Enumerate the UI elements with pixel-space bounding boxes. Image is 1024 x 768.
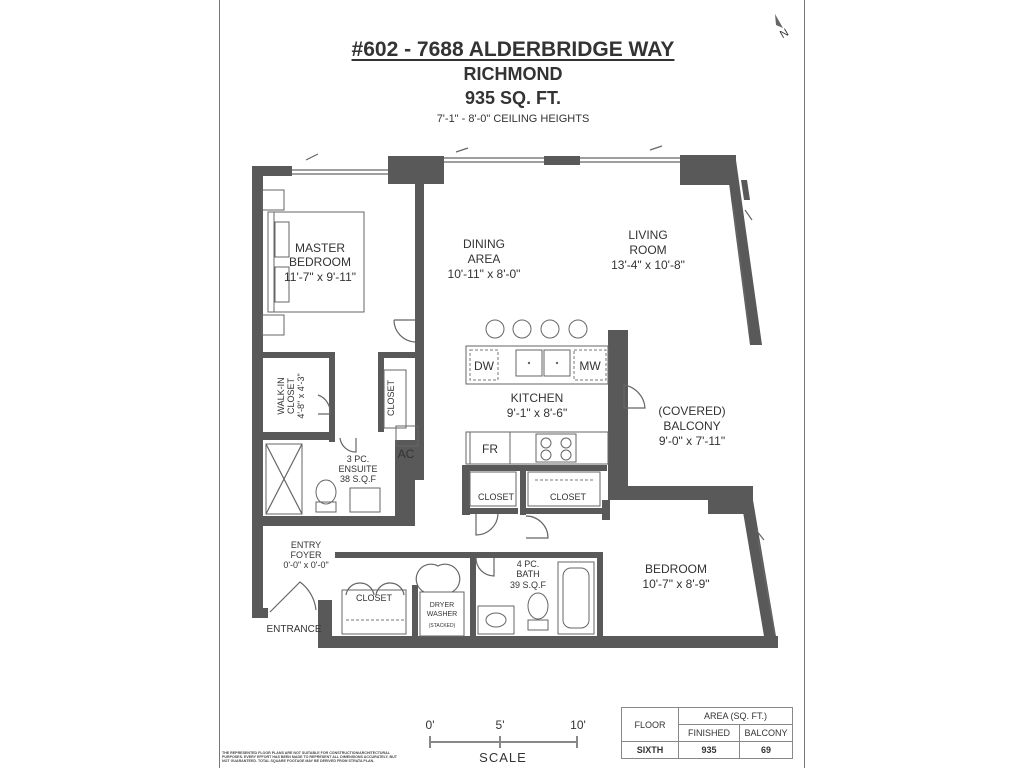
balcony-dims: 9'-0" x 7'-11" [658,434,726,448]
dishwasher-label: DW [474,359,494,373]
living-dims: 13'-4" x 10'-8" [611,258,685,272]
stacked-label: (STACKED) [428,623,456,629]
entrance-label: ENTRANCE [266,624,322,635]
label-ensuite [338,454,377,484]
floor-header: FLOOR [622,708,679,742]
master-name-2: BEDROOM [288,255,352,269]
dining-dims: 10'-11" x 8'-0" [447,267,521,281]
walkin-name-1: WALK-IN [276,377,286,415]
label-bedroom [642,562,709,591]
dryer-label: DRYER [429,602,455,609]
label-walk-in-closet [276,373,306,418]
ensuite-name-1: 3 PC. [346,454,370,464]
label-entry-foyer [283,540,328,570]
north-letter: N [778,26,791,42]
city-title: RICHMOND [463,64,563,84]
label-living-room [611,228,685,272]
balcony-name-2: BALCONY [663,419,721,433]
ensuite-name-2: ENSUITE [338,464,378,474]
living-name-1: LIVING [628,228,668,242]
balcony-header: BALCONY [740,725,793,742]
area-header: AREA (SQ. FT.) [679,708,793,725]
floor-value: SIXTH [622,742,679,759]
ceiling-heights: 7'-1" - 8'-0" CEILING HEIGHTS [436,113,590,125]
kitchen-closet-left-label: CLOSET [477,492,515,502]
master-name-1: MASTER [294,241,346,255]
kitchen-name: KITCHEN [510,391,564,405]
label-kitchen [507,391,567,420]
walkin-name-2: CLOSET [286,377,296,415]
ac-label: AC [397,447,415,461]
microwave-label: MW [579,359,601,373]
balcony-value: 69 [740,742,793,759]
washer-label: WASHER [426,611,458,618]
finished-header: FINISHED [679,725,740,742]
dining-name-1: DINING [463,237,505,251]
label-master-bedroom [284,241,356,284]
area-info-table [621,707,793,759]
ensuite-dims: 38 S.Q.F [339,474,377,484]
walkin-dims: 4'-8" x 4'-3" [296,373,306,419]
scale-tick-10: 10' [570,718,586,732]
foyer-closet-label: CLOSET [355,593,393,603]
scale-tick-0: 0' [425,718,435,732]
scale-bar [426,718,586,765]
entry-dims: 0'-0" x 0'-0" [283,560,329,570]
master-closet-label: CLOSET [386,379,396,417]
label-dining-area [448,237,521,281]
kitchen-closet-right-label: CLOSET [549,492,587,502]
finished-value: 935 [679,742,740,759]
north-arrow-icon [775,14,791,41]
kitchen-island [466,320,608,384]
entry-name-1: ENTRY [290,540,322,550]
fridge-label: FR [482,442,498,456]
label-laundry [427,602,457,629]
kitchen-dims: 9'-1" x 8'-6" [506,406,568,420]
living-name-2: ROOM [629,243,667,257]
scale-label: SCALE [479,750,527,765]
label-balcony [658,404,725,448]
entry-name-2: FOYER [290,550,322,560]
bedroom-dims: 10'-7" x 8'-9" [642,577,710,591]
door-swings [270,146,764,612]
bedroom-name: BEDROOM [644,562,708,576]
dining-name-2: AREA [467,252,501,266]
scale-tick-5: 5' [495,718,505,732]
label-bath [510,559,547,590]
area-title: 935 SQ. FT. [464,88,562,108]
disclaimer-text: THE REPRESENTED FLOOR PLANS ARE NOT SUITABLE FOR CONSTRUCTION/ARCHITECTURAL PURPOSES. EVERY EFFORT HAS BEEN MADE TO REPRESENT ALL DIMENSIONS ACCURATELY, BUT NOT GUARANTEED. TOTAL SQUARE FOOTAGE MAY BE DERIVED FROM STRATA PLAN. [222,751,397,763]
bath-name-1: 4 PC. [516,559,540,569]
master-dims: 11'-7" x 9'-11" [283,270,357,284]
address-title: #602 - 7688 ALDERBRIDGE WAY [351,38,675,61]
bath-name-2: BATH [516,569,540,579]
balcony-name-1: (COVERED) [658,404,726,418]
bath-dims: 39 S.Q.F [509,580,547,590]
